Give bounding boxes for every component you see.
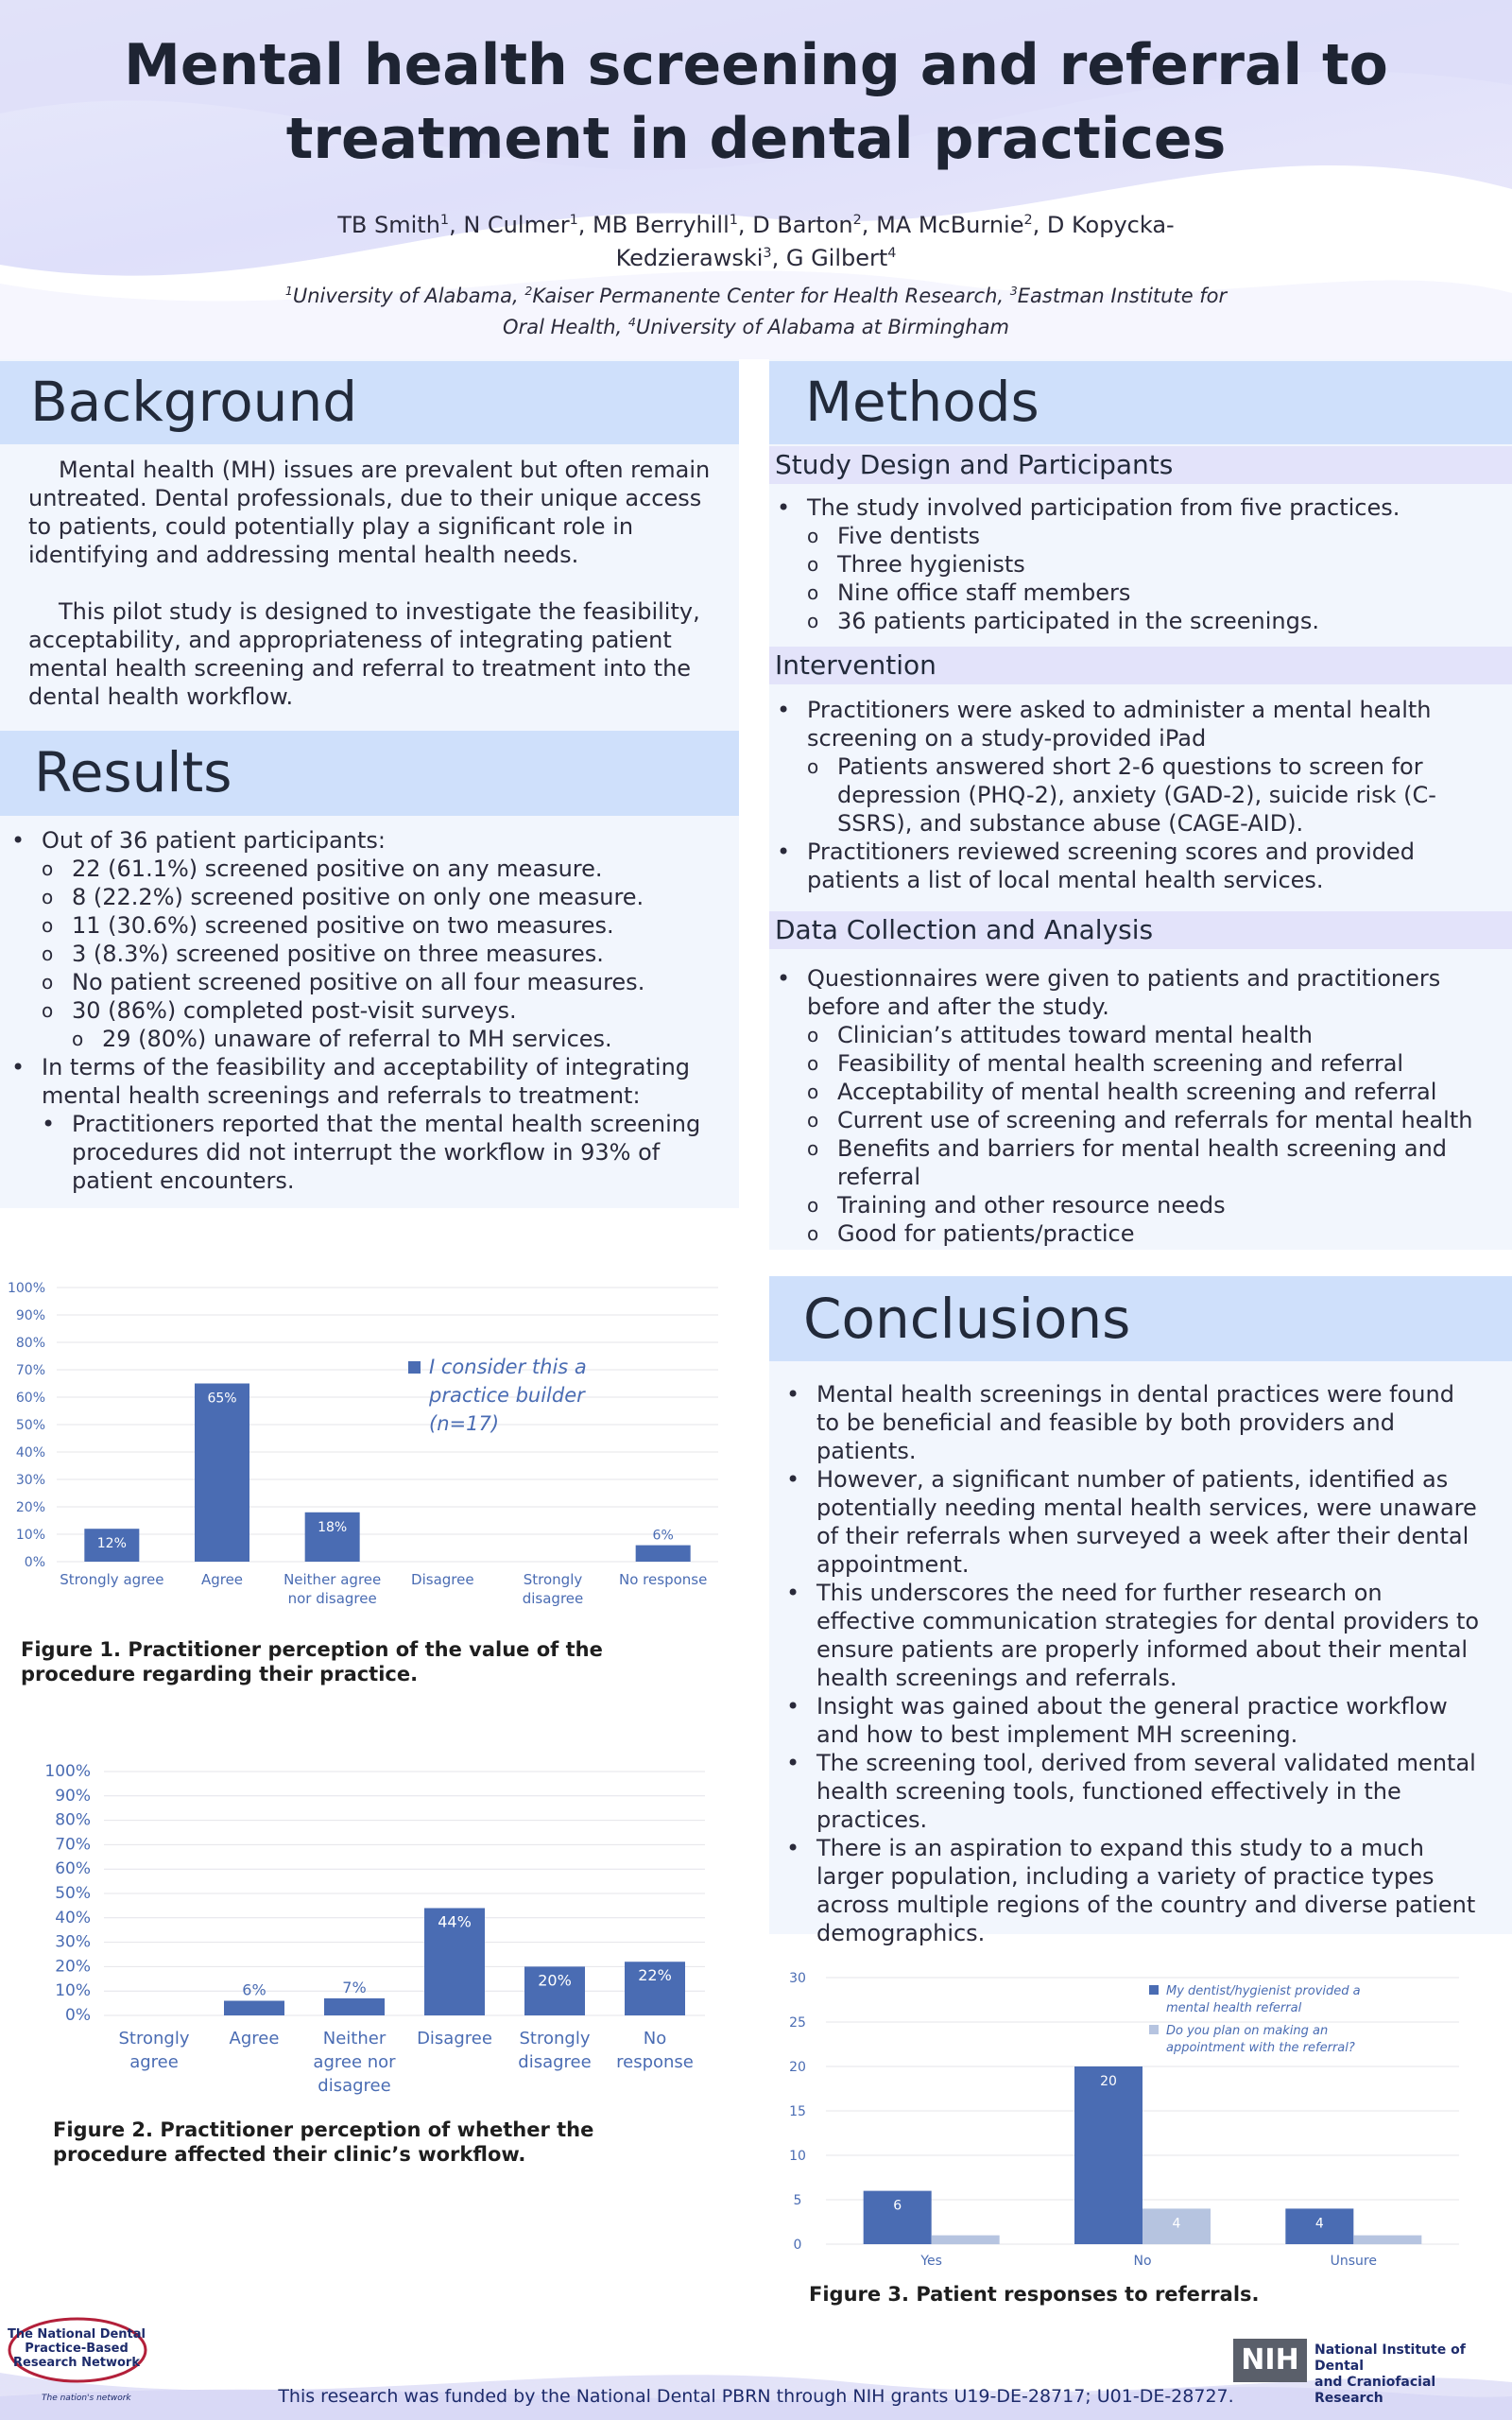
author: D Barton	[752, 212, 853, 238]
poster-header	[0, 0, 1512, 359]
pbrn-logo-line: The National Dental	[7, 2327, 146, 2342]
x-category-label: Disagree	[411, 1571, 474, 1588]
data-label: 18%	[318, 1519, 348, 1535]
x-category-label: Strongly	[523, 1571, 583, 1588]
data-label: 1	[1383, 2218, 1392, 2234]
list-item: o 30 (86%) completed post-visit surveys.	[9, 996, 728, 1025]
figure-2-caption: Figure 2. Practitioner perception of whether the procedure affected their clinic’s workflow.	[53, 2118, 594, 2166]
y-tick-label: 60%	[15, 1391, 45, 1406]
list-item: o Feasibility of mental health screening and referral	[775, 1049, 1501, 1078]
list-item: o Good for patients/practice	[775, 1219, 1501, 1248]
intervention-list	[775, 696, 1493, 894]
pbrn-logo-line: Practice-Based	[25, 2342, 129, 2356]
y-tick-label: 90%	[55, 1786, 91, 1806]
y-tick-label: 40%	[55, 1908, 91, 1927]
author-affiliation-mark: 3	[763, 246, 772, 261]
list-item: • However, a significant number of patients, identified as potentially needing mental health services, were unaware of their referrals when surveyed a week after their dental appointment.	[784, 1465, 1484, 1579]
data-label: 6%	[652, 1528, 674, 1544]
y-tick-label: 30%	[15, 1473, 45, 1488]
funding-statement: This research was funded by the National Dental PBRN through NIH grants U19-DE-28717; U01-DE-28727.	[278, 2386, 1234, 2407]
x-category-label: Strongly	[118, 2029, 190, 2048]
y-tick-label: 10%	[55, 1981, 91, 2001]
list-item: o 3 (8.3%) screened positive on three measures.	[9, 940, 728, 968]
conclusions-list	[784, 1380, 1484, 1947]
list-item: • Practitioners reviewed screening scores and provided patients a list of local mental health services.	[775, 838, 1493, 894]
author: G Gilbert	[785, 245, 888, 271]
x-category-label: No	[643, 2029, 667, 2048]
x-category-label: Agree	[229, 2029, 280, 2048]
bar	[932, 2236, 1000, 2244]
y-tick-label: 0	[793, 2238, 802, 2253]
x-category-label: disagree	[518, 2052, 592, 2072]
list-item: o Nine office staff members	[775, 579, 1493, 607]
affiliation: Eastman Institute for Oral Health	[503, 285, 1228, 338]
bar	[1353, 2236, 1421, 2244]
list-item: o Three hygienists	[775, 550, 1493, 579]
list-item: • The study involved participation from five practices.	[775, 493, 1493, 522]
legend-swatch	[408, 1361, 421, 1374]
y-tick-label: 100%	[7, 1281, 45, 1296]
y-tick-label: 20	[789, 2060, 806, 2075]
legend-label: I consider this a	[429, 1356, 587, 1378]
author: N Culmer	[463, 212, 570, 238]
list-item: • Practitioners were asked to administer a mental health screening on a study-provided iPad	[775, 696, 1493, 752]
y-tick-label: 0%	[24, 1555, 45, 1570]
affiliation-number: 4	[627, 315, 636, 329]
x-category-label: Unsure	[1330, 2254, 1378, 2269]
list-item: • Practitioners reported that the mental health screening procedures did not interrupt the workflow in 93% of patient encounters.	[9, 1110, 728, 1195]
poster-title	[0, 28, 1512, 176]
legend-label: practice builder	[429, 1384, 585, 1407]
data-label: 1	[961, 2218, 971, 2234]
intervention-heading: Intervention	[775, 649, 936, 681]
study-design-heading: Study Design and Participants	[775, 449, 1174, 480]
author: TB Smith	[337, 212, 440, 238]
x-category-label: disagree	[318, 2076, 391, 2096]
x-category-label: Disagree	[417, 2029, 492, 2048]
list-item: • There is an aspiration to expand this study to a much larger population, including a variety of practice types across multiple regions of the country and diverse patient demographics.	[784, 1834, 1484, 1947]
x-category-label: No response	[619, 1571, 708, 1588]
author-affiliation-mark: 2	[1023, 213, 1033, 228]
data-label: 20	[1100, 2074, 1117, 2089]
x-category-label: Yes	[920, 2254, 942, 2269]
background-text	[28, 456, 716, 739]
data-label: 44%	[438, 1912, 472, 1931]
list-item: o 11 (30.6%) screened positive on two measures.	[9, 911, 728, 940]
y-tick-label: 100%	[44, 1762, 91, 1781]
nidcr-line: and Craniofacial Research	[1314, 2375, 1436, 2406]
y-tick-label: 40%	[15, 1445, 45, 1461]
x-category-label: Agree	[200, 1571, 244, 1588]
list-item: o Five dentists	[775, 522, 1493, 550]
bar	[1074, 2066, 1143, 2244]
legend-label: (n=17)	[429, 1412, 500, 1435]
background-heading: Background	[30, 370, 358, 434]
bar	[324, 1998, 385, 2015]
affiliation-number: 1	[284, 284, 293, 298]
list-item: o 36 patients participated in the screenings.	[775, 607, 1493, 635]
data-label: 65%	[207, 1391, 237, 1407]
background-paragraph: This pilot study is designed to investigate the feasibility, acceptability, and appropriateness of integrating patient mental health screening and referral to treatment into the dental health workflow.	[28, 598, 700, 710]
list-item: • Questionnaires were given to patients and practitioners before and after the study.	[775, 964, 1501, 1021]
x-category-label: agree	[129, 2052, 179, 2072]
author: MA McBurnie	[876, 212, 1024, 238]
data-label: 7%	[342, 1978, 367, 1996]
legend-swatch	[1149, 1985, 1159, 1995]
affiliation: University of Alabama	[292, 285, 512, 307]
list-item: o Current use of screening and referrals for mental health	[775, 1106, 1501, 1134]
legend-swatch	[1149, 2025, 1159, 2034]
y-tick-label: 60%	[55, 1859, 91, 1879]
list-item: • Insight was gained about the general practice workflow and how to best implement MH screening.	[784, 1692, 1484, 1749]
data-label: 20%	[538, 1971, 572, 1990]
y-tick-label: 15	[789, 2104, 806, 2119]
data-label: 6%	[242, 1980, 266, 1999]
x-category-label: disagree	[522, 1590, 584, 1607]
author-affiliation-mark: 1	[439, 213, 450, 228]
nih-nidcr-logo	[1233, 2335, 1507, 2406]
pbrn-logo-tagline: The nation's network	[42, 2394, 131, 2403]
y-tick-label: 10	[789, 2149, 806, 2164]
data-label: 12%	[96, 1536, 127, 1552]
x-category-label: Strongly agree	[60, 1571, 164, 1588]
title-line-2: treatment in dental practices	[285, 106, 1227, 172]
author-affiliation-mark: 1	[729, 213, 738, 228]
x-category-label: nor disagree	[287, 1590, 377, 1607]
data-collection-list	[775, 964, 1501, 1248]
y-tick-label: 80%	[55, 1810, 91, 1830]
author-affiliation-mark: 1	[569, 213, 578, 228]
x-category-label: agree nor	[313, 2052, 396, 2072]
list-item: • In terms of the feasibility and acceptability of integrating mental health screenings and referrals to treatment:	[9, 1053, 728, 1110]
list-item: o Acceptability of mental health screening and referral	[775, 1078, 1501, 1106]
y-tick-label: 30%	[55, 1932, 91, 1952]
affiliation: Kaiser Permanente Center for Health Research	[532, 285, 998, 307]
bar	[195, 1384, 249, 1563]
y-tick-label: 5	[793, 2193, 802, 2208]
title-line-1: Mental health screening and referral to	[124, 32, 1388, 98]
x-category-label: response	[616, 2052, 694, 2072]
figure-1-bar-chart	[0, 1267, 739, 1607]
background-paragraph: Mental health (MH) issues are prevalent but often remain untreated. Dental professionals, due to their unique access to patients, could potentially play a significant role in identifying and addressing mental health needs.	[28, 457, 711, 568]
data-label: 6	[893, 2198, 902, 2214]
figure-3-caption: Figure 3. Patient responses to referrals.	[809, 2283, 1260, 2306]
list-item: • This underscores the need for further research on effective communication strategies for dental providers to ensure patients are properly informed about their mental health screenings and referrals.	[784, 1579, 1484, 1692]
data-collection-heading: Data Collection and Analysis	[775, 914, 1154, 945]
x-category-label: No	[1133, 2254, 1152, 2269]
list-item: • The screening tool, derived from several validated mental health screening tools, functioned effectively in the practices.	[784, 1749, 1484, 1834]
y-tick-label: 25	[789, 2015, 806, 2031]
list-item: o 22 (61.1%) screened positive on any measure.	[9, 855, 728, 883]
affiliation-number: 3	[1009, 284, 1018, 298]
legend-label: mental health referral	[1166, 2001, 1302, 2015]
author-list: TB Smith$^1$, N Culmer$^1$, MB Berryhill$^1$, D Barton$^2$, MA McBurnie$^2$, D Kopycka-Kedzierawski$^3$, G Gilbert$^4$	[337, 212, 1175, 271]
list-item: o Patients answered short 2-6 questions to screen for depression (PHQ-2), anxiety (GAD-2), suicide risk (C-SSRS), and substance abuse (CAGE-AID).	[775, 752, 1493, 838]
author: MB Berryhill	[593, 212, 730, 238]
figure-1-caption: Figure 1. Practitioner perception of the value of the procedure regarding their practice.	[21, 1638, 603, 1685]
pbrn-logo-line: Research Network	[13, 2356, 140, 2370]
methods-heading: Methods	[805, 370, 1040, 434]
results-list	[9, 826, 728, 1195]
y-tick-label: 50%	[55, 1884, 91, 1903]
y-tick-label: 20%	[55, 1957, 91, 1977]
nih-mark: NIH	[1233, 2339, 1307, 2382]
results-heading: Results	[34, 740, 232, 804]
x-category-label: Strongly	[519, 2029, 591, 2048]
list-item: • Mental health screenings in dental practices were found to be beneficial and feasible by both providers and patients.	[784, 1380, 1484, 1465]
affiliation-number: 2	[524, 284, 533, 298]
list-item: o 29 (80%) unaware of referral to MH services.	[9, 1025, 728, 1053]
y-tick-label: 70%	[55, 1835, 91, 1855]
author-affiliation-mark: 2	[852, 213, 862, 228]
data-label: 22%	[638, 1966, 672, 1985]
affiliation: University of Alabama at Birmingham	[635, 316, 1009, 338]
x-category-label: Neither agree	[284, 1571, 382, 1588]
conclusions-heading: Conclusions	[803, 1287, 1131, 1351]
y-tick-label: 30	[789, 1971, 806, 1986]
y-tick-label: 50%	[15, 1418, 45, 1433]
legend-label: appointment with the referral?	[1166, 2041, 1355, 2055]
bar	[224, 2001, 284, 2015]
list-item: o No patient screened positive on all four measures.	[9, 968, 728, 996]
y-tick-label: 0%	[65, 2006, 91, 2025]
study-design-list	[775, 493, 1493, 635]
y-tick-label: 80%	[15, 1336, 45, 1351]
figure-3-bar-chart	[769, 1957, 1512, 2278]
data-label: 4	[1314, 2216, 1324, 2232]
list-item: o Clinician’s attitudes toward mental health	[775, 1021, 1501, 1049]
figure-2-bar-chart	[0, 1749, 739, 2127]
bar	[636, 1546, 691, 1562]
y-tick-label: 20%	[15, 1500, 45, 1515]
affiliation-list: $^1$University of Alabama, $^2$Kaiser Permanente Center for Health Research, $^3$Eastman Institute for Oral Health, $^4$University of Alabama at Birmingham	[284, 284, 1228, 338]
list-item: • Out of 36 patient participants:	[9, 826, 728, 855]
y-tick-label: 70%	[15, 1363, 45, 1378]
author-affiliation-mark: 4	[887, 246, 897, 261]
author: D Kopycka-Kedzierawski	[615, 212, 1175, 271]
list-item: o Training and other resource needs	[775, 1191, 1501, 1219]
y-tick-label: 90%	[15, 1308, 45, 1323]
list-item: o Benefits and barriers for mental health screening and referral	[775, 1134, 1501, 1191]
data-label: 4	[1172, 2216, 1181, 2232]
list-item: o 8 (22.2%) screened positive on only one measure.	[9, 883, 728, 911]
x-category-label: Neither	[322, 2029, 387, 2048]
y-tick-label: 10%	[15, 1528, 45, 1543]
nidcr-line: National Institute of Dental	[1314, 2342, 1466, 2374]
legend-label: My dentist/hygienist provided a	[1166, 1984, 1361, 1998]
legend-label: Do you plan on making an	[1166, 2024, 1329, 2038]
